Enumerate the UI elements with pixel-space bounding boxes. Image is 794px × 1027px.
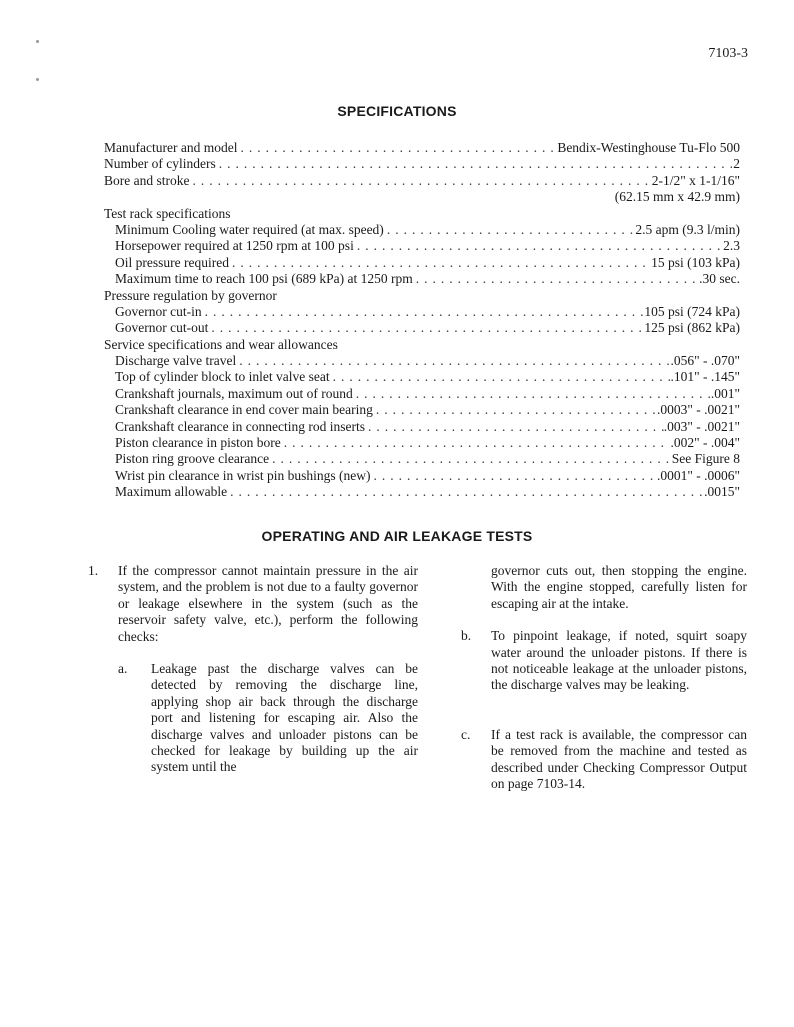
spec-label: Wrist pin clearance in wrist pin bushings (new): [115, 467, 371, 483]
scan-mark: [36, 78, 39, 81]
spec-value: 15 psi (103 kPa): [651, 254, 740, 270]
dot-leader: [371, 468, 657, 484]
spec-row: [104, 271, 740, 287]
spec-label: Maximum time to reach 100 psi (689 kPa) at 1250 rpm: [115, 271, 413, 287]
spec-value: .0015": [704, 484, 740, 500]
dot-leader: [365, 419, 664, 435]
spec-label: Maximum allowable: [115, 484, 228, 500]
spec-label: Number of cylinders: [104, 156, 216, 172]
sub-item-letter: c.: [461, 726, 471, 742]
dot-leader: [189, 173, 651, 189]
spec-label: Test rack specifications: [104, 205, 231, 221]
spec-value: .30 sec.: [699, 271, 740, 287]
spec-label: Manufacturer and model: [104, 140, 238, 155]
spec-label: Discharge valve travel: [115, 353, 237, 369]
dot-leader: [373, 402, 657, 418]
spec-value: 105 psi (724 kPa): [644, 303, 740, 319]
sub-item-letter: b.: [461, 628, 472, 644]
spec-label: Piston clearance in piston bore: [115, 435, 281, 451]
spec-label: Bore and stroke: [104, 172, 190, 188]
spec-label: Pressure regulation by governor: [104, 287, 277, 303]
sub-item-c-text: If a test rack is available, the compressor can be removed from the machine and tested as described under Checking Compressor Output on page 7103-14.: [491, 726, 747, 792]
list-item-1: [88, 563, 418, 776]
dot-leader: [208, 320, 644, 336]
spec-row: [104, 451, 740, 467]
spec-value: .056" - .070": [670, 353, 740, 369]
spec-value: .0003" - .0021": [656, 402, 740, 418]
dot-leader: [227, 484, 704, 500]
item-number: 1.: [88, 563, 99, 578]
dot-leader: [229, 255, 651, 271]
scan-mark: [36, 40, 39, 43]
spec-value: .101" - .145": [670, 369, 740, 385]
spec-label: Crankshaft journals, maximum out of round: [115, 385, 353, 401]
sub-item-a-continued: governor cuts out, then stopping the engine. With the engine stopped, carefully listen for escaping air at the intake.: [491, 563, 747, 611]
spec-row: [104, 222, 740, 238]
operating-tests-title: OPERATING AND AIR LEAKAGE TESTS: [261, 528, 533, 544]
spec-row: [104, 369, 740, 385]
spec-row: [104, 140, 740, 156]
spec-value: .002" - .004": [670, 435, 740, 451]
spec-value: See Figure 8: [671, 451, 740, 467]
left-column: [88, 563, 418, 776]
dot-leader: [354, 238, 723, 254]
sub-item-b: [461, 628, 747, 694]
dot-leader: [281, 435, 671, 451]
spec-row: [104, 386, 740, 402]
spec-label: Piston ring groove clearance: [115, 451, 270, 467]
spec-value: .003" - .0021": [663, 418, 740, 434]
spec-value: .0001" - .0006": [656, 467, 740, 483]
spec-row: [104, 156, 740, 172]
spec-row: [104, 484, 740, 500]
sub-item-a: [118, 661, 418, 776]
spec-row: [104, 304, 740, 320]
spec-value: 2-1/2" x 1-1/16": [651, 172, 740, 188]
dot-leader: [236, 353, 670, 369]
spec-value: Bendix-Westinghouse Tu-Flo 500: [557, 140, 740, 155]
spec-value: (62.15 mm x 42.9 mm): [614, 189, 740, 205]
right-column: [461, 563, 747, 792]
spec-label: Crankshaft clearance in connecting rod inserts: [115, 418, 366, 434]
spec-label: Governor cut-out: [115, 320, 209, 336]
spec-row: [104, 255, 740, 271]
spec-value: .001": [710, 385, 740, 401]
spec-label: Top of cylinder block to inlet valve seat: [115, 369, 330, 385]
spec-row: [104, 435, 740, 451]
spec-row: [104, 206, 740, 222]
spec-row: [104, 288, 740, 304]
sub-item-c: [461, 727, 747, 793]
spec-value: 2.5 apm (9.3 l/min): [635, 221, 740, 237]
spec-row: [104, 337, 740, 353]
dot-leader: [269, 451, 672, 467]
dot-leader: [202, 304, 645, 320]
spec-label: Minimum Cooling water required (at max. speed): [115, 221, 384, 237]
spec-label: Horsepower required at 1250 rpm at 100 psi: [115, 238, 354, 254]
spec-label: Oil pressure required: [115, 254, 229, 270]
item-1-text: If the compressor cannot maintain pressure in the air system, and the problem is not due to a faulty governor or leakage elsewhere in the system (such as the reservoir safety valve, etc.), perform the following checks:: [118, 563, 418, 644]
spec-row: [104, 468, 740, 484]
dot-leader: [216, 156, 734, 172]
spec-value: 2.3: [723, 238, 740, 254]
spec-label: Governor cut-in: [115, 303, 202, 319]
specifications-list: [104, 140, 740, 501]
page-number: 7103-3: [708, 46, 748, 61]
spec-row: [104, 238, 740, 254]
spec-row: [104, 419, 740, 435]
spec-value: 125 psi (862 kPa): [644, 320, 740, 336]
spec-row: [104, 173, 740, 189]
spec-value: 2: [733, 156, 740, 172]
spec-row: [104, 320, 740, 336]
dot-leader: [353, 386, 711, 402]
dot-leader: [413, 271, 699, 287]
spec-label: Service specifications and wear allowances: [104, 336, 338, 352]
sub-item-b-text: To pinpoint leakage, if noted, squirt soapy water around the unloader pistons. If there is not noticeable leakage at the unloader pistons, the discharge valves may be leaking.: [491, 628, 747, 693]
spec-row: [104, 353, 740, 369]
dot-leader: [384, 222, 636, 238]
spec-row: [104, 402, 740, 418]
sub-item-a-text: Leakage past the discharge valves can be detected by removing the discharge line, applying shop air back through the discharge port and listening for escaping air. Also the discharge valves and unloader pistons can be checked for leakage by building up the air system until the: [151, 661, 418, 775]
specifications-title: SPECIFICATIONS: [337, 103, 457, 119]
dot-leader: [330, 369, 671, 385]
dot-leader: [237, 140, 557, 156]
sub-item-letter: a.: [118, 661, 128, 677]
spec-row: [104, 189, 740, 205]
spec-label: Crankshaft clearance in end cover main bearing: [115, 402, 373, 418]
